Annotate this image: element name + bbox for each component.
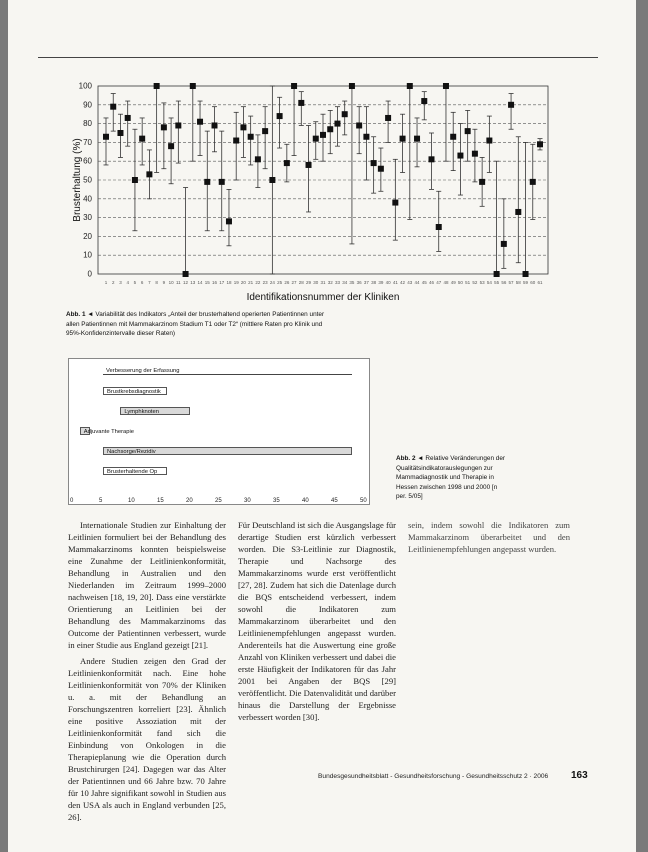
data-point <box>465 128 471 134</box>
y-tick-label: 60 <box>83 156 92 166</box>
data-point <box>298 100 304 106</box>
x-tick-label: 13 <box>190 280 196 285</box>
x-tick-label: 5 <box>133 280 137 285</box>
x-tick-label: 48 <box>443 280 449 285</box>
x-tick-label: 4 <box>126 280 129 285</box>
data-point <box>356 122 362 128</box>
data-point <box>407 83 413 89</box>
change-bar: Adjuvante Therapie <box>80 427 90 435</box>
data-point <box>139 136 145 142</box>
journal-footer: Bundesgesundheitsblatt - Gesundheitsforschung - Gesundheitsschutz 2 · 2006 <box>318 773 549 780</box>
paragraph: Andere Studien zeigen den Grad der Leitlinienkonformität nach. Eine hohe Leitlinienkonformität von 70% der Kliniken u. a. mit der Behandlung an Forschungszentren korreliert [23]. Ähnlich eine positive Assoziation mit der Leitlinienkonformität fand sich die Einbindung von Onkologen in die Therapieplanung wie die Operation durch Brustchirurgen [24]. Dagegen war das Alter der Patientinnen und 66 Jahre bzw. 70 Jahre für 10 Jahre signifikant sowohl in Studien aus den USA als auch in England verbunden [25, 26]. <box>68 656 226 822</box>
data-point <box>400 136 406 142</box>
data-point <box>501 241 507 247</box>
data-point <box>320 132 326 138</box>
data-point <box>378 166 384 172</box>
x-tick-label: 45 <box>421 280 427 285</box>
x-tick-label: 3 <box>119 280 122 285</box>
data-point <box>515 209 521 215</box>
data-point <box>436 224 442 230</box>
data-point <box>277 113 283 119</box>
data-point <box>233 138 239 144</box>
x-tick-label: 10 <box>128 498 135 504</box>
figure-2-caption-text: Relative Veränderungen der Qualitätsindikatorauslegungen zur Mammadiagnostik und Therapie in Hessen zwischen 1998 und 2000 [n per. 5/05] <box>396 455 506 501</box>
x-tick-label: 15 <box>204 280 210 285</box>
data-point <box>523 271 529 277</box>
x-tick-label: 26 <box>284 280 290 285</box>
data-point <box>334 121 340 127</box>
x-tick-label: 35 <box>349 280 355 285</box>
x-tick-label: 2 <box>111 280 115 285</box>
text-column-1 <box>68 519 226 823</box>
journal-page <box>8 0 636 852</box>
data-point <box>183 271 189 277</box>
x-tick-label: 38 <box>371 280 377 285</box>
x-tick-label: 31 <box>320 280 326 285</box>
x-tick-label: 5 <box>99 498 103 504</box>
data-point <box>262 128 268 134</box>
paragraph: Internationale Studien zur Einhaltung der Leitlinien formuliert bei der Behandlung des Mammakarzinoms konnten beispielsweise eine Zunahme der Leitlinienkonformität, Behandlung in Australien und den Niederlanden im Zeitraum 1999–2000 nachweisen [18, 19, 20]. Dass eine verstärkte Orientierung an Leitlinien bei der Behandlung des Mammakarzinoms das Outcome der Patientinnen verbessert, wurde in einer Studie aus England gezeigt [21]. <box>68 520 226 650</box>
data-point <box>284 160 290 166</box>
data-point <box>392 200 398 206</box>
data-point <box>537 141 543 147</box>
change-bar: Nachsorge/Rezidiv <box>103 447 352 455</box>
x-tick-label: 17 <box>219 280 225 285</box>
data-point <box>472 151 478 157</box>
data-point <box>240 124 246 130</box>
data-point <box>219 179 225 185</box>
y-axis-label: Brusterhaltung (%) <box>72 138 83 222</box>
data-point <box>190 83 196 89</box>
x-tick-label: 41 <box>392 280 398 285</box>
x-tick-label: 29 <box>306 280 312 285</box>
x-tick-label: 55 <box>494 280 500 285</box>
x-tick-label: 24 <box>269 280 275 285</box>
figure-2-label: Abb. 2 ◄ <box>396 455 424 462</box>
x-tick-label: 12 <box>183 280 189 285</box>
data-point <box>342 111 348 117</box>
data-point <box>248 134 254 140</box>
x-tick-label: 40 <box>302 498 309 504</box>
y-tick-label: 80 <box>83 119 92 129</box>
x-axis-label: Identifikationsnummer der Kliniken <box>246 292 400 303</box>
data-point <box>421 98 427 104</box>
paragraph: sein, indem sowohl die Indikatoren zum Mammakarzinom überarbeitet und den Leitlinienempfehlungen angepasst wurden. <box>408 520 570 554</box>
x-tick-label: 54 <box>486 280 492 285</box>
y-tick-label: 90 <box>83 100 92 110</box>
x-tick-label: 1 <box>104 280 108 285</box>
data-point <box>103 134 109 140</box>
data-point <box>349 83 355 89</box>
x-tick-label: 14 <box>197 280 203 285</box>
x-tick-label: 15 <box>157 498 164 504</box>
data-point <box>125 115 131 121</box>
x-tick-label: 27 <box>291 280 297 285</box>
x-tick-label: 39 <box>378 280 384 285</box>
y-tick-label: 70 <box>83 137 92 147</box>
page-number: 163 <box>571 770 588 781</box>
change-bar: Verbesserung der Erfassung <box>103 367 352 375</box>
data-point <box>197 119 203 125</box>
y-tick-label: 0 <box>87 269 92 279</box>
x-tick-label: 35 <box>273 498 280 504</box>
y-tick-label: 100 <box>78 81 92 91</box>
x-tick-label: 16 <box>211 280 218 285</box>
figure-1-label: Abb. 1 ◄ <box>66 311 94 318</box>
data-point <box>117 130 123 136</box>
y-tick-label: 30 <box>83 213 92 223</box>
x-tick-label: 11 <box>175 280 181 285</box>
x-tick-label: 46 <box>428 280 435 285</box>
y-tick-label: 20 <box>83 231 92 241</box>
change-bar: Lymphknoten <box>120 407 190 415</box>
x-tick-label: 57 <box>508 280 514 285</box>
data-point <box>450 134 456 140</box>
data-point <box>212 122 218 128</box>
x-tick-label: 51 <box>465 280 471 285</box>
figure-2-caption <box>396 454 506 502</box>
x-tick-label: 44 <box>414 280 420 285</box>
y-tick-label: 50 <box>83 175 92 185</box>
data-point <box>443 83 449 89</box>
figure-1-chart <box>28 78 568 310</box>
data-point <box>530 179 536 185</box>
x-tick-label: 18 <box>226 280 232 285</box>
x-tick-label: 40 <box>385 280 391 285</box>
x-tick-label: 21 <box>248 280 254 285</box>
x-tick-label: 56 <box>501 280 507 285</box>
x-tick-label: 8 <box>155 280 158 285</box>
x-tick-label: 20 <box>240 280 246 285</box>
x-tick-label: 9 <box>162 280 166 285</box>
data-point <box>291 83 297 89</box>
y-tick-label: 10 <box>83 250 92 260</box>
x-tick-label: 6 <box>140 280 144 285</box>
data-point <box>306 162 312 168</box>
x-tick-label: 20 <box>186 498 193 504</box>
data-point <box>110 104 116 110</box>
data-point <box>226 218 232 224</box>
change-bar: Brusterhaltende Op <box>103 467 167 475</box>
change-bar: Brustkrebsdiagnostik <box>103 387 167 395</box>
data-point <box>494 271 500 277</box>
x-tick-label: 42 <box>400 280 406 285</box>
data-point <box>269 177 275 183</box>
data-point <box>479 179 485 185</box>
paragraph: Für Deutschland ist sich die Ausgangslage für derartige Studien erst kürzlich verbessert worden. Die S3-Leitlinie zur Diagnostik, Therapie und Nachsorge des Mammakarzinoms wurde erst veröffentlicht [27, 28]. Zudem hat sich die Datenlage durch die BQS entscheidend verbessert, indem sowohl die Indikatoren zum Mammakarzinom überarbeitet und den Leitlinienempfehlungen angepasst wurden. Anderenteils hat die Auswertung eine große Anzahl von Kliniken verbessert und dabei die erste Häufigkeit der Indikatoren für das Jahr 2001 bei Angaben der BQS [29] veröffentlicht. Die Datenvalidität und darüber hinaus die Darstellung der Ergebnisse verbessert worden [30]. <box>238 520 397 722</box>
x-tick-label: 45 <box>331 498 338 504</box>
x-tick-label: 23 <box>262 280 268 285</box>
x-tick-label: 53 <box>479 280 485 285</box>
data-point <box>161 124 167 130</box>
x-tick-label: 25 <box>277 280 283 285</box>
x-tick-label: 7 <box>148 280 151 285</box>
figure-2-chart <box>68 358 370 505</box>
x-tick-label: 52 <box>472 280 478 285</box>
figure-1-caption <box>66 310 336 339</box>
figure-1-caption-text: Variabilität des Indikators „Anteil der brusterhaltend operierten Patientinnen unter allen Patientinnen mit Mammakarzinom Stadium T1 oder T2“ (mittlere Raten pro Klinik und 95%-Konfidenzintervalle dieser Raten) <box>66 311 325 338</box>
data-point <box>255 156 261 162</box>
x-tick-label: 37 <box>363 280 369 285</box>
data-point <box>486 138 492 144</box>
text-column-2 <box>238 519 396 723</box>
x-tick-label: 25 <box>215 498 222 504</box>
x-tick-label: 47 <box>436 280 442 285</box>
x-tick-label: 58 <box>515 280 521 285</box>
data-point <box>204 179 210 185</box>
y-tick-label: 40 <box>83 194 92 204</box>
data-point <box>313 136 319 142</box>
x-tick-label: 34 <box>342 280 348 285</box>
text-column-3 <box>408 519 570 555</box>
data-point <box>168 143 174 149</box>
x-tick-label: 22 <box>255 280 261 285</box>
x-tick-label: 30 <box>244 498 251 504</box>
x-tick-label: 50 <box>457 280 463 285</box>
data-point <box>154 83 160 89</box>
data-point <box>429 156 435 162</box>
data-point <box>146 171 152 177</box>
x-tick-label: 19 <box>233 280 239 285</box>
x-tick-label: 33 <box>334 280 340 285</box>
data-point <box>457 153 463 159</box>
data-point <box>414 136 420 142</box>
x-tick-label: 61 <box>537 280 543 285</box>
x-tick-label: 49 <box>450 280 456 285</box>
x-tick-label: 32 <box>327 280 333 285</box>
data-point <box>327 126 333 132</box>
x-tick-label: 30 <box>313 280 319 285</box>
x-tick-label: 0 <box>70 498 74 504</box>
x-tick-label: 36 <box>356 280 362 285</box>
x-tick-label: 10 <box>168 280 174 285</box>
x-tick-label: 50 <box>360 498 367 504</box>
x-tick-label: 28 <box>298 280 304 285</box>
header-rule <box>38 57 598 58</box>
x-tick-label: 59 <box>523 280 529 285</box>
x-tick-label: 60 <box>530 280 536 285</box>
data-point <box>508 102 514 108</box>
data-point <box>385 115 391 121</box>
data-point <box>371 160 377 166</box>
data-point <box>363 134 369 140</box>
data-point <box>132 177 138 183</box>
data-point <box>175 122 181 128</box>
x-tick-label: 43 <box>407 280 413 285</box>
